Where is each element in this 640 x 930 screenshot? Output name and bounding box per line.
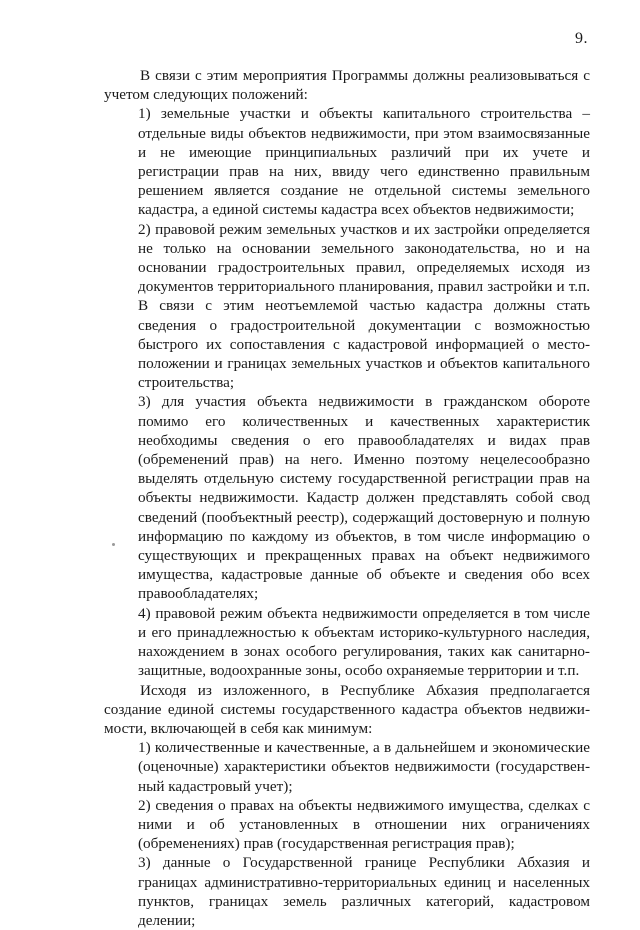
list-item-4-heritage: 4) правовой режим объекта недвижимости определяется в том числе и его принадлежностью к объектам историко-культурного наследия, нахождением в зонах особого регулирования, таких как санитарно-защитные, водоохранные зоны, особо охраняемые территории и т.п.: [138, 604, 590, 680]
scan-artifact-dot: [112, 543, 115, 546]
list-item-2-legal-regime: 2) правовой режим земельных участков и их застройки определяется не только на основании земельного законодательства, но и на основании градостроительных правил, определяемых исходя из документов территориального планирования, правил застройки и т.п. В связи с этим неотъемлемой частью кадастра должны стать сведения о градостроительной документации с возможностью быстрого их сопоставления с кадастровой информацией о местоположении и границах земельных участков и объектов капитального строительства;: [138, 220, 590, 392]
paragraph-conclusion: Исходя из изложенного, в Республике Абхазия предполагается создание единой системы государственного кадастра объектов недвижимости, включающей в себя как минимум:: [104, 681, 590, 737]
list-item-1-characteristics: 1) количественные и качественные, а в дальнейшем и экономические (оценочные) характеристики объектов недвижимости (государственный кадастровый учет);: [138, 739, 590, 795]
list-item-1-land-plots: 1) земельные участки и объекты капитального строительства – отдельные виды объектов недвижимости, при этом взаимосвязанные и не имеющие принципиальных различий при их учете и регистрации прав на них, ввиду чего единственно правильным решением является создание не отдельной системы земельного кадастра, а единой системы кадастра всех объектов недвижимости;: [138, 105, 590, 219]
document-body: [104, 66, 590, 930]
list-item-3-borders: 3) данные о Государственной границе Республики Абхазия и границах административно-территориальных единиц и населенных пунктов, границах земель различных категорий, кадастровом делении;: [138, 854, 590, 929]
list-item-3-civil-turnover: 3) для участия объекта недвижимости в гражданском обороте помимо его количественных и качественных характеристик необходимы сведения о его правообладателях и видах прав (обременений прав) на него. Именно поэтому нецелесообразно выделять отдельную систему государственной регистрации прав на объекты недвижимости. Кадастр должен представлять собой свод сведений (пообъектный реестр), содержащий достоверную и полную информацию по каждому из объектов, в том числе информацию о существующих и прекращенных правах на объект недвижимого имущества, кадастровые данные об объекте и сведения обо всех правообладателях;: [138, 393, 590, 603]
list-item-2-rights: 2) сведения о правах на объекты недвижимого имущества, сделках с ними и об установленных в отношении них ограничениях (обременениях) прав (государственная регистрация прав);: [138, 796, 590, 853]
paragraph-intro: В связи с этим мероприятия Программы должны реализовываться с учетом следующих положений:: [104, 67, 590, 104]
page-number: 9.: [575, 30, 588, 47]
